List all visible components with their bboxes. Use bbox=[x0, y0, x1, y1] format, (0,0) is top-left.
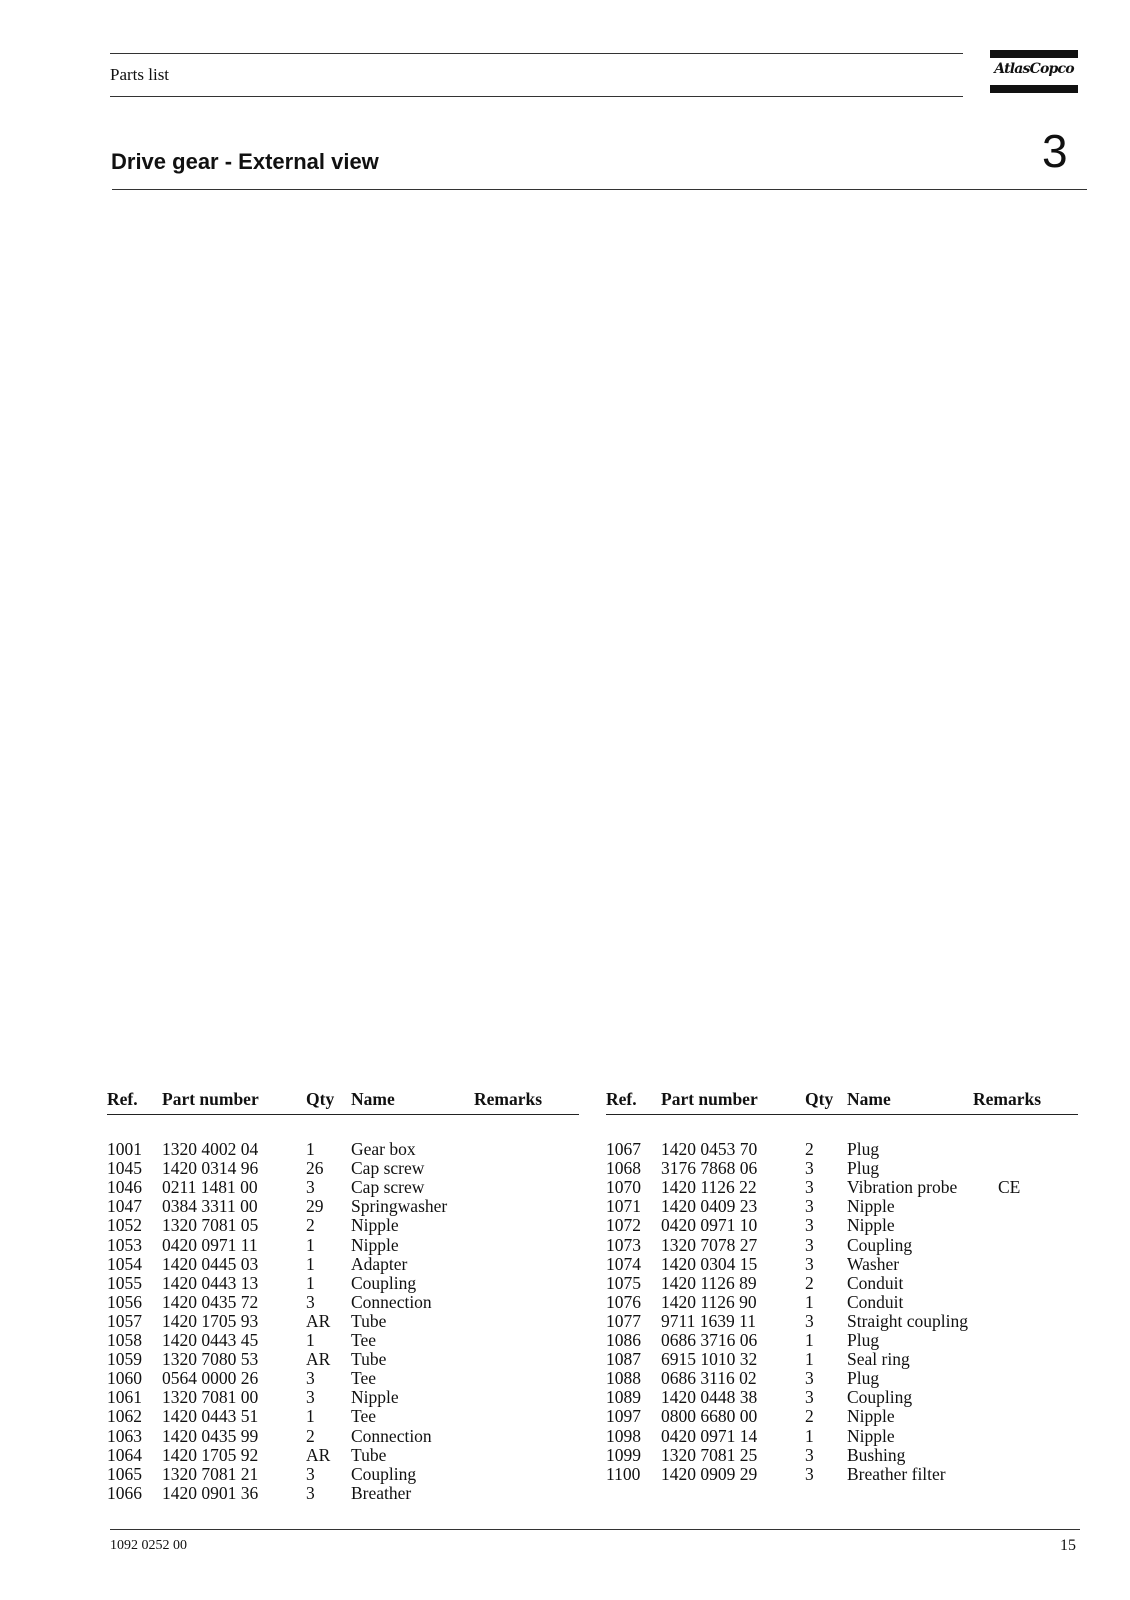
cell-ref: 1086 bbox=[606, 1330, 641, 1350]
cell-part-number: 1420 1705 93 bbox=[162, 1310, 259, 1331]
cell-remarks: CE bbox=[998, 1177, 1021, 1198]
cell-ref: 1062 bbox=[107, 1406, 142, 1427]
cell-qty: AR bbox=[306, 1444, 331, 1465]
cell-name: Tee bbox=[351, 1368, 377, 1389]
cell-ref: 1061 bbox=[107, 1387, 142, 1408]
cell-qty: 2 bbox=[306, 1425, 315, 1446]
cell-ref: 1065 bbox=[107, 1463, 142, 1484]
cell-qty: 1 bbox=[805, 1349, 814, 1370]
cell-name: Cap screw bbox=[351, 1158, 425, 1179]
cell-part-number: 1420 0443 45 bbox=[162, 1330, 259, 1350]
cell-part-number: 1420 0453 70 bbox=[661, 1139, 758, 1159]
cell-ref: 1072 bbox=[606, 1215, 641, 1236]
cell-name: Coupling bbox=[351, 1463, 417, 1484]
cell-name: Plug bbox=[847, 1139, 880, 1159]
cell-part-number: 1420 0304 15 bbox=[661, 1253, 758, 1274]
cell-part-number: 1320 7081 25 bbox=[661, 1444, 758, 1465]
cell-qty: 3 bbox=[805, 1196, 814, 1217]
column-header-remarks: Remarks bbox=[474, 1089, 543, 1109]
cell-qty: 3 bbox=[306, 1291, 315, 1312]
cell-name: Coupling bbox=[351, 1272, 417, 1293]
cell-qty: 26 bbox=[306, 1158, 324, 1179]
cell-part-number: 1420 0409 23 bbox=[661, 1196, 758, 1217]
cell-name: Vibration probe bbox=[847, 1177, 958, 1198]
logo-text: AtlasCopco bbox=[994, 61, 1074, 77]
cell-name: Nipple bbox=[351, 1387, 399, 1408]
cell-part-number: 1420 1126 22 bbox=[661, 1177, 757, 1198]
cell-qty: 3 bbox=[805, 1253, 814, 1274]
cell-qty: 1 bbox=[306, 1139, 315, 1159]
cell-ref: 1052 bbox=[107, 1215, 142, 1236]
cell-ref: 1066 bbox=[107, 1482, 142, 1503]
cell-ref: 1060 bbox=[107, 1368, 142, 1389]
cell-part-number: 1320 7078 27 bbox=[661, 1234, 758, 1255]
cell-qty: 3 bbox=[306, 1387, 315, 1408]
cell-name: Breather filter bbox=[847, 1463, 946, 1484]
cell-qty: 3 bbox=[805, 1177, 814, 1198]
header-label: Parts list bbox=[110, 65, 170, 84]
column-header-qty: Qty bbox=[805, 1089, 834, 1109]
cell-qty: AR bbox=[306, 1310, 331, 1331]
cell-ref: 1088 bbox=[606, 1368, 641, 1389]
cell-part-number: 0800 6680 00 bbox=[661, 1406, 758, 1427]
cell-ref: 1053 bbox=[107, 1234, 142, 1255]
cell-qty: 3 bbox=[805, 1215, 814, 1236]
cell-name: Nipple bbox=[847, 1215, 895, 1236]
cell-ref: 1099 bbox=[606, 1444, 641, 1465]
cell-part-number: 0420 0971 10 bbox=[661, 1215, 758, 1236]
cell-part-number: 0384 3311 00 bbox=[162, 1196, 258, 1217]
cell-ref: 1087 bbox=[606, 1349, 641, 1370]
cell-name: Breather bbox=[351, 1482, 412, 1503]
cell-qty: 3 bbox=[805, 1463, 814, 1484]
cell-qty: 3 bbox=[805, 1158, 814, 1179]
cell-name: Springwasher bbox=[351, 1196, 448, 1217]
cell-name: Gear box bbox=[351, 1139, 416, 1159]
cell-ref: 1063 bbox=[107, 1425, 142, 1446]
cell-ref: 1067 bbox=[606, 1139, 641, 1159]
cell-ref: 1057 bbox=[107, 1310, 142, 1331]
page-number: 15 bbox=[1060, 1537, 1076, 1554]
column-header-part-number: Part number bbox=[661, 1089, 758, 1109]
cell-part-number: 1420 1126 90 bbox=[661, 1291, 757, 1312]
section-number: 3 bbox=[1042, 125, 1068, 177]
cell-part-number: 0686 3716 06 bbox=[661, 1330, 758, 1350]
cell-qty: 3 bbox=[306, 1177, 315, 1198]
cell-ref: 1054 bbox=[107, 1253, 142, 1274]
cell-qty: 3 bbox=[306, 1463, 315, 1484]
cell-qty: 1 bbox=[306, 1330, 315, 1350]
header-bottom-rule bbox=[110, 96, 963, 97]
column-header-name: Name bbox=[847, 1089, 891, 1109]
cell-name: Conduit bbox=[847, 1272, 904, 1293]
cell-part-number: 3176 7868 06 bbox=[661, 1158, 758, 1179]
cell-part-number: 1320 4002 04 bbox=[162, 1139, 259, 1159]
cell-name: Tee bbox=[351, 1330, 377, 1350]
cell-name: Tee bbox=[351, 1406, 377, 1427]
cell-ref: 1046 bbox=[107, 1177, 142, 1198]
logo-top-bar bbox=[990, 50, 1078, 58]
cell-name: Adapter bbox=[351, 1253, 408, 1274]
cell-part-number: 0686 3116 02 bbox=[661, 1368, 757, 1389]
figure-area bbox=[110, 200, 1080, 1080]
cell-part-number: 1320 7081 00 bbox=[162, 1387, 259, 1408]
cell-qty: 2 bbox=[805, 1406, 814, 1427]
column-header-part-number: Part number bbox=[162, 1089, 259, 1109]
cell-name: Tube bbox=[351, 1444, 387, 1465]
cell-qty: 2 bbox=[306, 1215, 315, 1236]
cell-ref: 1045 bbox=[107, 1158, 142, 1179]
cell-qty: 3 bbox=[805, 1387, 814, 1408]
cell-ref: 1071 bbox=[606, 1196, 641, 1217]
column-header-ref: Ref. bbox=[107, 1089, 138, 1109]
cell-ref: 1064 bbox=[107, 1444, 142, 1465]
cell-ref: 1097 bbox=[606, 1406, 641, 1427]
cell-name: Nipple bbox=[847, 1406, 895, 1427]
cell-qty: 1 bbox=[306, 1234, 315, 1255]
cell-name: Plug bbox=[847, 1158, 880, 1179]
cell-ref: 1001 bbox=[107, 1139, 142, 1159]
cell-name: Seal ring bbox=[847, 1349, 910, 1370]
cell-ref: 1056 bbox=[107, 1291, 142, 1312]
cell-part-number: 1420 0443 51 bbox=[162, 1406, 259, 1427]
cell-part-number: 0420 0971 11 bbox=[162, 1234, 258, 1255]
cell-name: Plug bbox=[847, 1330, 880, 1350]
cell-qty: 3 bbox=[805, 1444, 814, 1465]
logo-bottom-bar bbox=[990, 85, 1078, 93]
cell-ref: 1077 bbox=[606, 1310, 641, 1331]
cell-name: Cap screw bbox=[351, 1177, 425, 1198]
cell-name: Connection bbox=[351, 1291, 432, 1312]
cell-name: Connection bbox=[351, 1425, 432, 1446]
cell-part-number: 1420 0909 29 bbox=[661, 1463, 758, 1484]
cell-part-number: 1420 0445 03 bbox=[162, 1253, 259, 1274]
cell-ref: 1047 bbox=[107, 1196, 142, 1217]
cell-name: Tube bbox=[351, 1310, 387, 1331]
cell-ref: 1073 bbox=[606, 1234, 641, 1255]
cell-name: Washer bbox=[847, 1253, 900, 1274]
cell-qty: 3 bbox=[805, 1368, 814, 1389]
title-rule bbox=[112, 189, 1087, 190]
cell-qty: 1 bbox=[306, 1272, 315, 1293]
cell-name: Bushing bbox=[847, 1444, 906, 1465]
table-header-rule bbox=[606, 1114, 1078, 1115]
cell-part-number: 0211 1481 00 bbox=[162, 1177, 258, 1198]
cell-qty: 1 bbox=[306, 1406, 315, 1427]
column-header-ref: Ref. bbox=[606, 1089, 637, 1109]
cell-name: Tube bbox=[351, 1349, 387, 1370]
document-number: 1092 0252 00 bbox=[110, 1538, 187, 1553]
footer-rule bbox=[110, 1529, 1080, 1530]
cell-part-number: 0420 0971 14 bbox=[661, 1425, 758, 1446]
cell-part-number: 1420 0435 99 bbox=[162, 1425, 259, 1446]
column-header-remarks: Remarks bbox=[973, 1089, 1042, 1109]
cell-ref: 1076 bbox=[606, 1291, 641, 1312]
cell-qty: 1 bbox=[805, 1425, 814, 1446]
column-header-qty: Qty bbox=[306, 1089, 335, 1109]
cell-part-number: 0564 0000 26 bbox=[162, 1368, 259, 1389]
cell-name: Nipple bbox=[351, 1234, 399, 1255]
cell-part-number: 1420 1705 92 bbox=[162, 1444, 259, 1465]
cell-ref: 1055 bbox=[107, 1272, 142, 1293]
atlas-copco-logo bbox=[990, 50, 1078, 94]
cell-name: Coupling bbox=[847, 1387, 913, 1408]
cell-qty: 29 bbox=[306, 1196, 324, 1217]
cell-part-number: 1320 7081 05 bbox=[162, 1215, 259, 1236]
cell-name: Plug bbox=[847, 1368, 880, 1389]
cell-part-number: 1420 0435 72 bbox=[162, 1291, 259, 1312]
cell-ref: 1068 bbox=[606, 1158, 641, 1179]
header-top-rule bbox=[110, 53, 963, 54]
cell-qty: 1 bbox=[306, 1253, 315, 1274]
cell-part-number: 1420 0901 36 bbox=[162, 1482, 259, 1503]
cell-part-number: 1420 0443 13 bbox=[162, 1272, 259, 1293]
cell-ref: 1089 bbox=[606, 1387, 641, 1408]
cell-qty: AR bbox=[306, 1349, 331, 1370]
cell-ref: 1100 bbox=[606, 1463, 641, 1484]
cell-qty: 3 bbox=[805, 1234, 814, 1255]
cell-qty: 2 bbox=[805, 1272, 814, 1293]
cell-part-number: 9711 1639 11 bbox=[661, 1310, 756, 1331]
cell-ref: 1070 bbox=[606, 1177, 641, 1198]
cell-ref: 1074 bbox=[606, 1253, 641, 1274]
cell-part-number: 1320 7080 53 bbox=[162, 1349, 259, 1370]
cell-name: Nipple bbox=[847, 1196, 895, 1217]
cell-qty: 1 bbox=[805, 1291, 814, 1312]
cell-qty: 3 bbox=[306, 1482, 315, 1503]
page-title: Drive gear - External view bbox=[111, 149, 379, 174]
cell-name: Coupling bbox=[847, 1234, 913, 1255]
cell-name: Nipple bbox=[351, 1215, 399, 1236]
cell-name: Nipple bbox=[847, 1425, 895, 1446]
cell-part-number: 1420 0448 38 bbox=[661, 1387, 758, 1408]
cell-name: Straight coupling bbox=[847, 1310, 969, 1331]
cell-part-number: 1420 0314 96 bbox=[162, 1158, 259, 1179]
cell-ref: 1098 bbox=[606, 1425, 641, 1446]
cell-qty: 3 bbox=[306, 1368, 315, 1389]
cell-qty: 1 bbox=[805, 1330, 814, 1350]
cell-ref: 1075 bbox=[606, 1272, 641, 1293]
cell-part-number: 6915 1010 32 bbox=[661, 1349, 758, 1370]
cell-name: Conduit bbox=[847, 1291, 904, 1312]
table-header-rule bbox=[107, 1114, 579, 1115]
cell-ref: 1059 bbox=[107, 1349, 142, 1370]
cell-ref: 1058 bbox=[107, 1330, 142, 1350]
cell-part-number: 1420 1126 89 bbox=[661, 1272, 757, 1293]
cell-qty: 3 bbox=[805, 1310, 814, 1331]
cell-part-number: 1320 7081 21 bbox=[162, 1463, 259, 1484]
column-header-name: Name bbox=[351, 1089, 395, 1109]
cell-qty: 2 bbox=[805, 1139, 814, 1159]
